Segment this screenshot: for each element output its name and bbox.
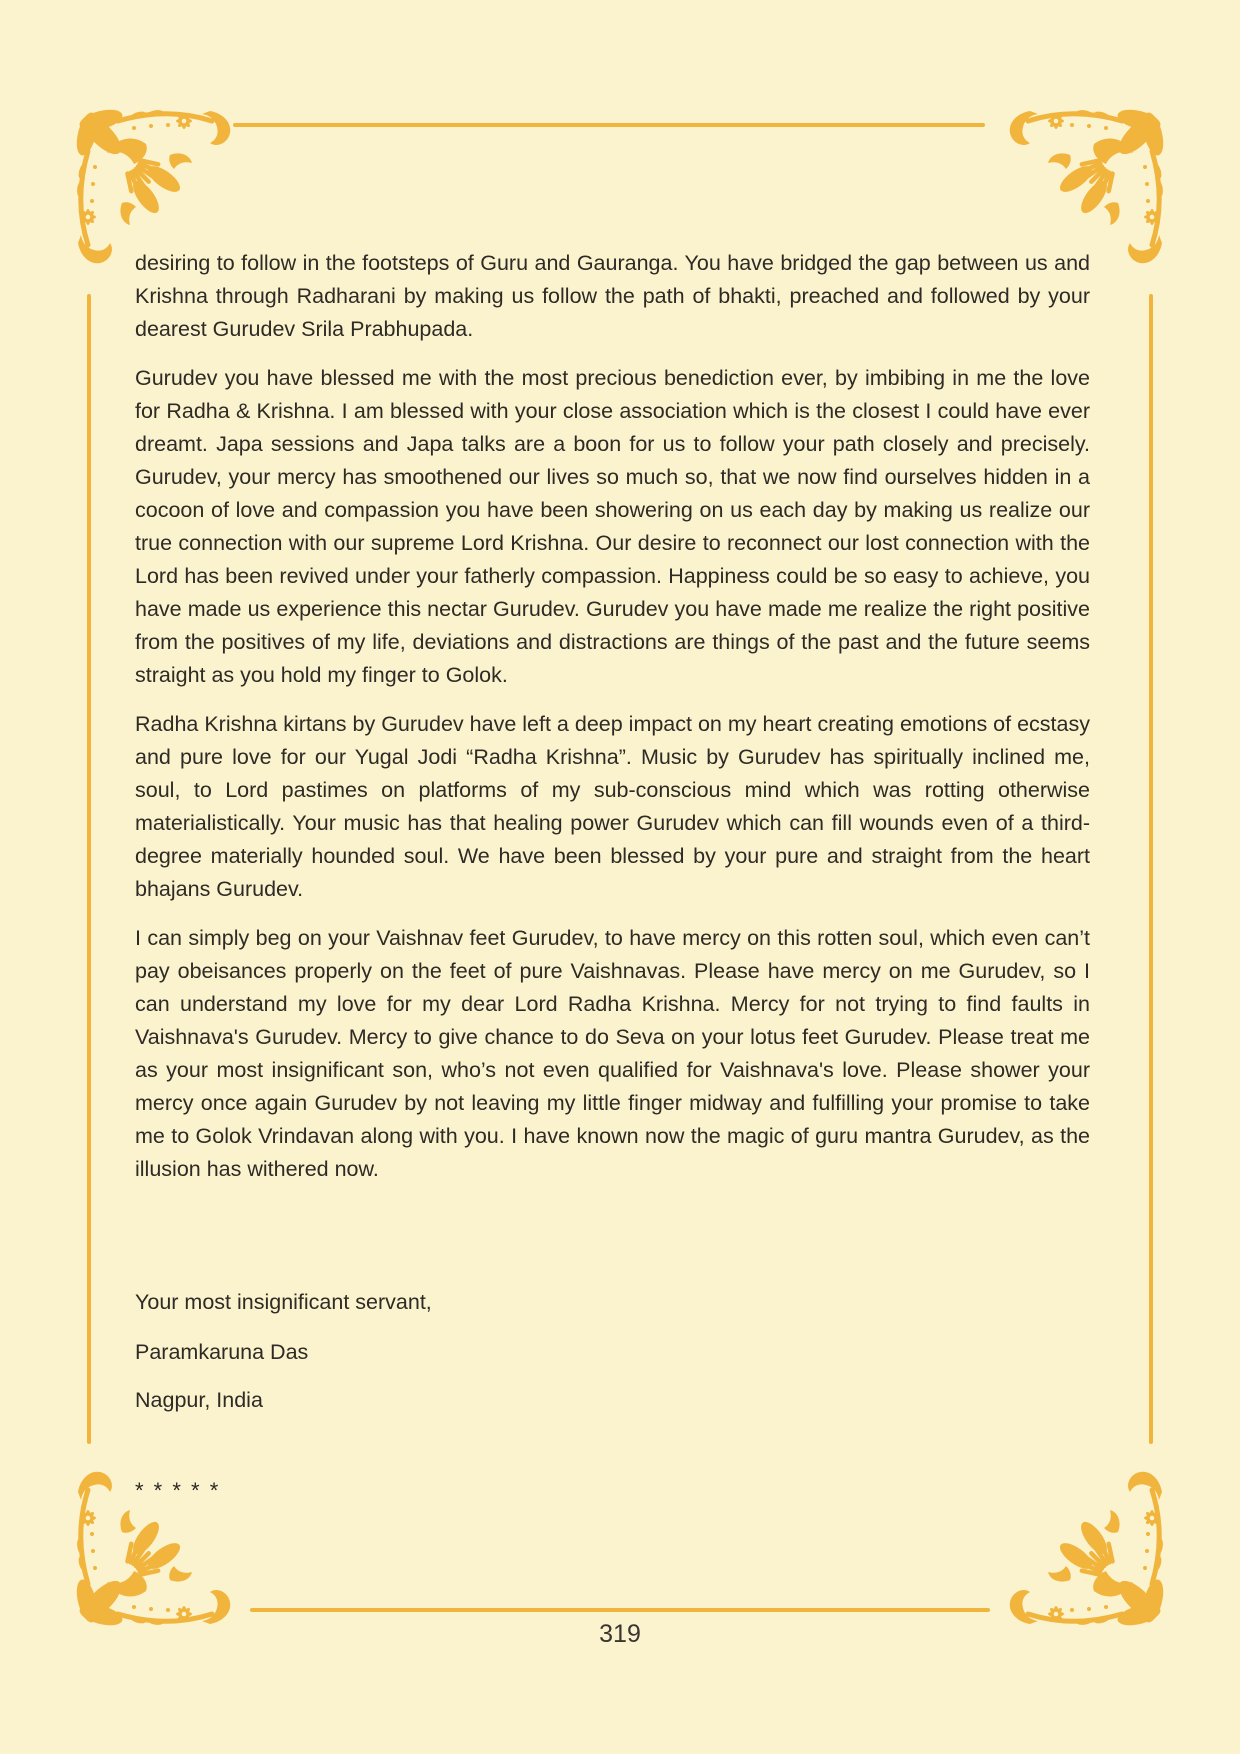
closing-author-name: Paramkaruna Das	[135, 1340, 309, 1364]
corner-flourish-bottom-left-icon	[72, 1440, 237, 1630]
letter-body	[135, 247, 1090, 1202]
border-rule-bottom	[250, 1608, 990, 1612]
page-number: 319	[599, 1620, 641, 1648]
letter-paragraph: desiring to follow in the footsteps of Guru and Gauranga. You have bridged the gap between us and Krishna through Radharani by making us follow the path of bhakti, preached and followed by your dearest Gurudev Srila Prabhupada.	[135, 251, 1090, 341]
letter-paragraph: I can simply beg on your Vaishnav feet Gurudev, to have mercy on this rotten soul, which even can’t pay obeisances properly on the feet of pure Vaishnavas. Please have mercy on me Gurudev, so I can understand my love for my dear Lord Radha Krishna. Mercy for not trying to find faults in Vaishnava's Gurudev. Mercy to give chance to do Seva on your lotus feet Gurudev. Please treat me as your most insignificant son, who’s not even qualified for Vaishnava's love. Please shower your mercy once again Gurudev by not leaving my little finger midway and fulfilling your promise to take me to Golok Vrindavan along with you. I have known now the magic of guru mantra Gurudev, as the illusion has withered now.	[135, 926, 1090, 1181]
border-rule-right	[1149, 294, 1153, 1444]
letter-paragraph: Gurudev you have blessed me with the most precious benediction ever, by imbibing in me the love for Radha & Krishna. I am blessed with your close association which is the closest I could have ever dreamt. Japa sessions and Japa talks are a boon for us to follow your path closely and precisely. Gurudev, your mercy has smoothened our lives so much so, that we now find ourselves hidden in a cocoon of love and compassion you have been showering on us each day by making us realize our true connection with our supreme Lord Krishna. Our desire to reconnect our lost connection with the Lord has been revived under your fatherly compassion. Happiness could be so easy to achieve, you have made us experience this nectar Gurudev. Gurudev you have made me realize the right positive from the positives of my life, deviations and distractions are things of the past and the future seems straight as you hold my finger to Golok.	[135, 366, 1090, 687]
border-rule-top	[233, 123, 985, 127]
border-rule-left	[87, 294, 91, 1444]
closing-location: Nagpur, India	[135, 1388, 263, 1412]
letter-paragraph: Radha Krishna kirtans by Gurudev have left a deep impact on my heart creating emotions of ecstasy and pure love for our Yugal Jodi “Radha Krishna”. Music by Gurudev has spiritually inclined me, soul, to Lord pastimes on platforms of my sub-conscious mind which was rotting otherwise materialistically. Your music has that healing power Gurudev which can fill wounds even of a third-degree materially hounded soul. We have been blessed by your pure and straight from the heart bhajans Gurudev.	[135, 712, 1090, 901]
closing-salutation: Your most insignificant servant,	[135, 1290, 432, 1314]
asterisk-separator: * * * * *	[135, 1478, 221, 1503]
corner-flourish-bottom-right-icon	[1003, 1440, 1168, 1630]
